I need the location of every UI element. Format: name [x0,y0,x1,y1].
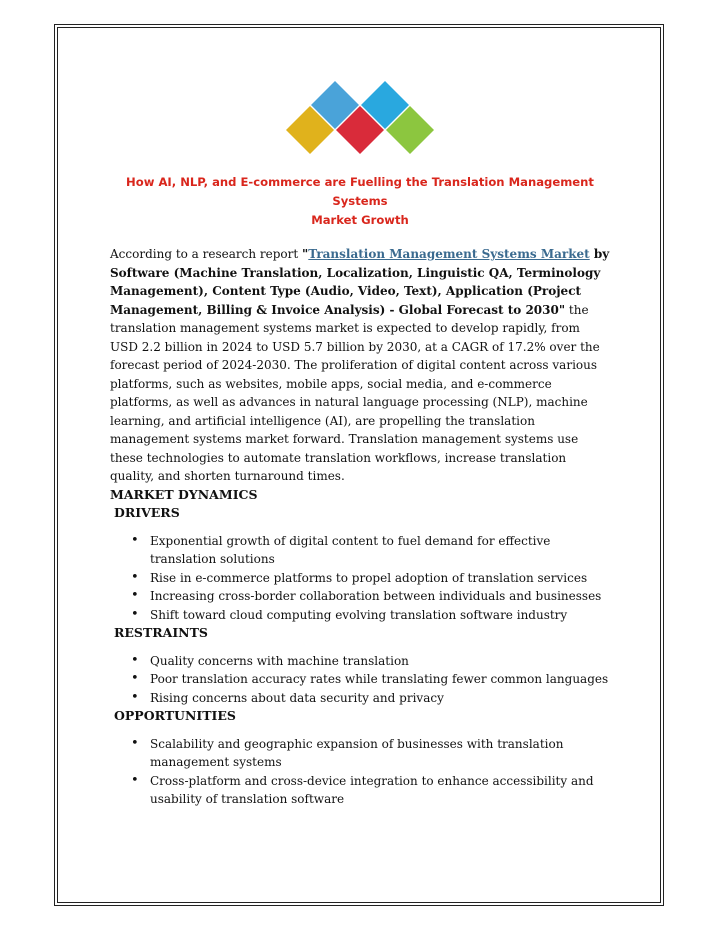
list-item: • Shift toward cloud computing evolving translation software industry [150,606,610,625]
restraints-list [110,652,610,708]
intro-body: the translation management systems market is expected to develop rapidly, from USD 2.2 billion in 2024 to USD 5.7 billion by 2030, at a CAGR of 17.2% over the forecast period of 2024-2030. The proliferation of digital content across various platforms, such as websites, mobile apps, social media, and e-commerce platforms, as well as advances in natural language processing (NLP), machine learning, and artificial intelligence (AI), are propelling the translation management systems market forward. Translation management systems use these technologies to automate translation workflows, increase translation quality, and shorten turnaround times. [110,302,600,483]
list-item: • Poor translation accuracy rates while translating fewer common languages [150,670,610,689]
opportunities-heading: OPPORTUNITIES [114,708,236,723]
report-title-bold: by Software (Machine Translation, Localization, Linguistic QA, Terminology Management), Content Type (Audio, Video, Text), Application (Project Management, Billing & Invoice Analysis) - Global Forecast to 2030" [110,247,610,317]
market-dynamics-heading: MARKET DYNAMICS [110,486,258,502]
article-title-line-1: How AI, NLP, and E-commerce are Fuelling the Translation Management Systems [126,175,594,208]
list-item: • Exponential growth of digital content to fuel demand for effective translation solutions [150,532,610,569]
list-item: • Quality concerns with machine translation [150,652,610,671]
article-title [100,173,620,230]
list-item: • Rising concerns about data security and privacy [150,689,610,708]
restraints-heading: RESTRAINTS [114,625,208,640]
list-item: • Increasing cross-border collaboration between individuals and businesses [150,587,610,606]
opportunities-list [110,735,610,809]
list-item: • Rise in e-commerce platforms to propel adoption of translation services [150,569,610,588]
company-logo-icon [280,78,440,178]
drivers-list [110,532,610,625]
article-title-line-2: Market Growth [311,213,409,227]
report-link[interactable]: Translation Management Systems Market [308,247,590,261]
logo-diamonds [286,81,434,154]
list-item: • Scalability and geographic expansion of businesses with translation management systems [150,735,610,772]
intro-prefix: According to a research report [110,247,303,261]
list-item: • Cross-platform and cross-device integration to enhance accessibility and usability of translation software [150,772,610,809]
intro-open-quote: " [302,247,309,261]
article-body [110,245,610,809]
intro-paragraph [110,245,610,486]
drivers-heading: DRIVERS [114,505,180,520]
